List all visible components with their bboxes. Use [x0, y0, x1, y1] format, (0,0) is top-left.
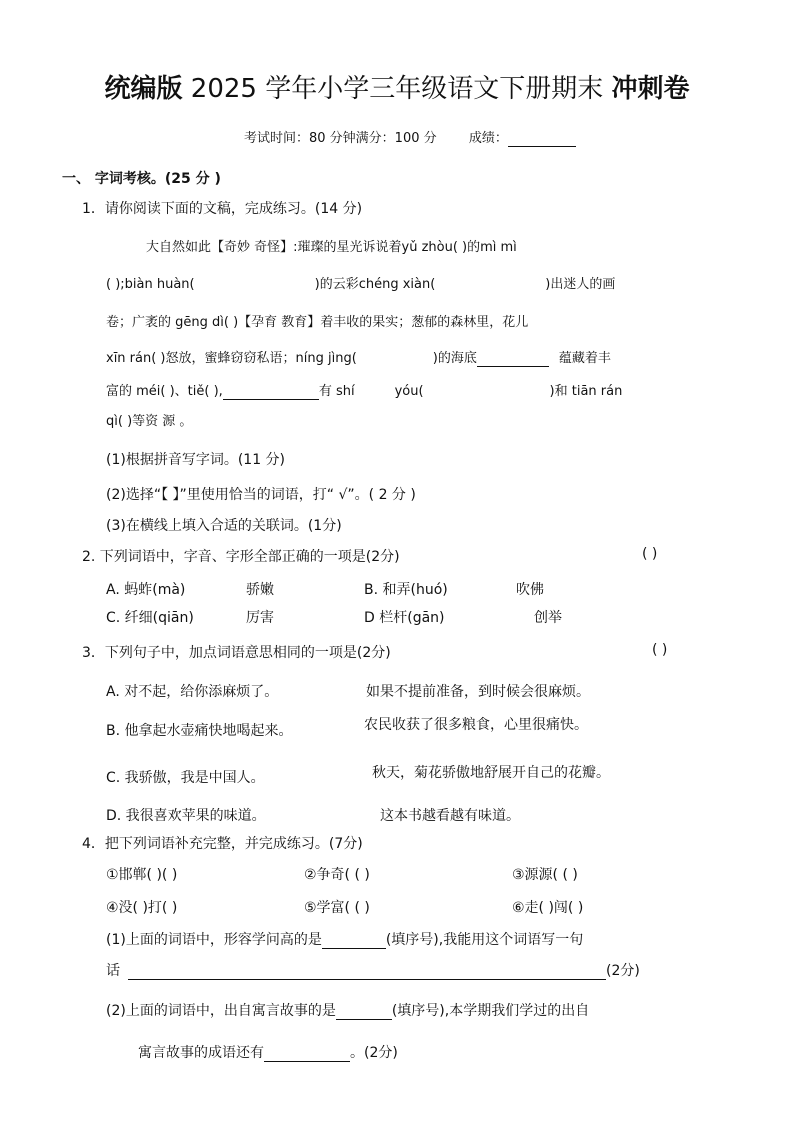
answer-blank[interactable] [264, 1045, 350, 1062]
option-c-compare: 秋天，菊花骄傲地舒展开自己的花瓣。 [372, 765, 610, 781]
sub-text: (填序号),我能用这个词语写一句 [385, 932, 584, 948]
idiom-2[interactable]: ②争奇( ( ) [304, 867, 370, 883]
exam-time: 考试时间：80 分钟满分：100 分 [244, 131, 437, 146]
question-4-sub-2-line [138, 1042, 398, 1062]
passage-text: )和 tiān rán [549, 384, 623, 399]
option-a[interactable]: A. 蚂蚱(mà) [106, 582, 186, 598]
option-a-word: 骄嫩 [246, 582, 274, 598]
question-2-stem: 2. 下列词语中，字音、字形全部正确的一项是(2分) [82, 549, 400, 565]
exam-info [244, 127, 576, 147]
idiom-1[interactable]: ①邯郸( )( ) [106, 867, 178, 883]
title-suffix: 冲刺卷 [611, 74, 690, 104]
option-b[interactable]: B. 他拿起水壶痛快地喝起来。 [106, 723, 293, 739]
question-1-sub-1: (1)根据拼音写字词。(11 分) [106, 452, 286, 468]
sub-text: (2分) [606, 963, 640, 979]
answer-paren[interactable]: ( ) [652, 642, 668, 658]
option-a[interactable]: A. 对不起，给你添麻烦了。 [106, 684, 279, 700]
score-label: 成绩： [468, 131, 508, 146]
sub-text: (填序号),本学期我们学过的出自 [391, 1003, 590, 1019]
idiom-3[interactable]: ③源源( ( ) [512, 867, 578, 883]
sub-text: (2)上面的词语中，出自寓言故事的是 [106, 1003, 336, 1019]
section-heading: 一、 字词考核。(25 分 ) [62, 171, 221, 187]
option-d-word: 创举 [534, 610, 562, 626]
passage-line-5 [106, 380, 622, 400]
question-4-sub-1-line [106, 960, 640, 980]
passage-text: ( );biàn huàn( [106, 277, 195, 292]
answer-paren[interactable]: ( ) [642, 546, 658, 562]
passage-line-1: 大自然如此【奇妙 奇怪】:璀璨的星光诉说着yǔ zhòu( )的mì mì [146, 240, 517, 255]
question-4-sub-1 [106, 929, 583, 949]
passage-text: )的海底 [432, 351, 477, 366]
sub-text: 。(2分) [350, 1045, 398, 1061]
score-field[interactable] [508, 131, 576, 147]
question-1-stem: 1．请你阅读下面的文稿，完成练习。(14 分) [82, 201, 363, 217]
sub-text: (1)上面的词语中，形容学问高的是 [106, 932, 322, 948]
option-c[interactable]: C. 我骄傲，我是中国人。 [106, 770, 265, 786]
sub-text: 寓言故事的成语还有 [138, 1045, 264, 1061]
option-b[interactable]: B. 和弄(huó) [364, 582, 448, 598]
title-prefix: 统编版 [104, 74, 183, 104]
answer-blank[interactable] [477, 351, 549, 367]
option-a-compare: 如果不提前准备，到时候会很麻烦。 [366, 684, 590, 700]
answer-blank[interactable] [223, 384, 319, 400]
passage-text: 蕴藏着丰 [558, 351, 611, 366]
passage-text: xīn rán( )怒放，蜜蜂窃窃私语；níng jìng( [106, 351, 357, 366]
passage-text: 有 shí [318, 384, 355, 399]
option-b-compare: 农民收获了很多粮食，心里很痛快。 [364, 717, 588, 733]
question-4-stem: 4．把下列词语补充完整，并完成练习。(7分) [82, 836, 363, 852]
option-c[interactable]: C. 纤细(qiān) [106, 610, 194, 626]
option-c-word: 厉害 [246, 610, 274, 626]
answer-blank[interactable] [322, 932, 386, 949]
option-d-compare: 这本书越看越有味道。 [380, 808, 520, 824]
question-3-stem: 3．下列句子中，加点词语意思相同的一项是(2分) [82, 645, 391, 661]
passage-line-2 [106, 273, 615, 292]
option-d[interactable]: D 栏杆(gān) [364, 610, 445, 626]
page-title [0, 68, 794, 105]
passage-line-6: qì( )等资 源 。 [106, 414, 193, 429]
passage-text: 富的 méi( )、tiě( ), [106, 384, 223, 399]
idiom-6[interactable]: ⑥走( )闯( ) [512, 900, 584, 916]
passage-text: )的云彩chéng xiàn( [314, 277, 436, 292]
sub-text: 话 [106, 963, 120, 979]
idiom-4[interactable]: ④没( )打( ) [106, 900, 178, 916]
question-1-sub-3: (3)在横线上填入合适的关联词。(1分) [106, 518, 342, 534]
idiom-5[interactable]: ⑤学富( ( ) [304, 900, 370, 916]
answer-blank[interactable] [336, 1003, 392, 1020]
passage-line-4 [106, 347, 611, 367]
passage-text: yóu( [394, 384, 424, 399]
sentence-blank[interactable] [128, 963, 606, 980]
passage-line-3: 卷；广袤的 gēng dì( )【孕育 教育】着丰收的果实；葱郁的森林里，花儿 [106, 315, 529, 330]
question-1-sub-2: (2)选择“【 】”里使用恰当的词语，打“ √”。( 2 分 ) [106, 487, 416, 503]
passage-text: )出迷人的画 [545, 277, 616, 292]
question-4-sub-2 [106, 1000, 589, 1020]
title-middle: 2025 学年小学三年级语文下册期末 [190, 74, 604, 104]
option-d[interactable]: D. 我很喜欢苹果的味道。 [106, 808, 266, 824]
option-b-word: 吹佛 [516, 582, 544, 598]
